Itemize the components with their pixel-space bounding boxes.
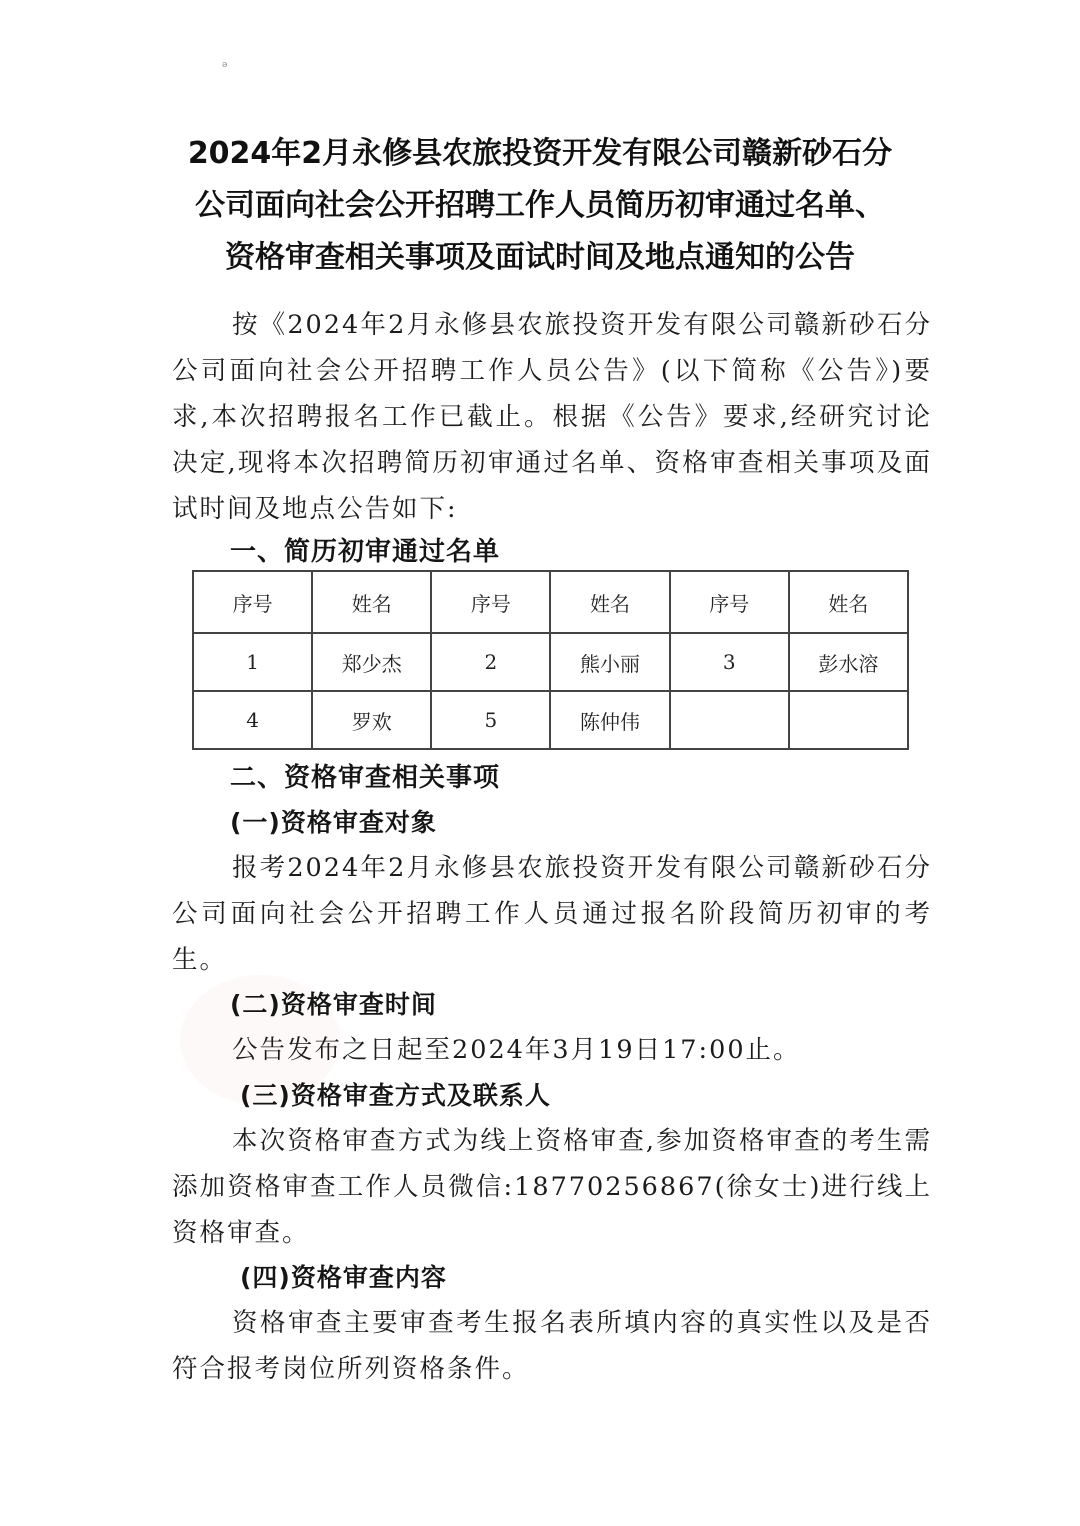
title-line-3: 资格审查相关事项及面试时间及地点通知的公告 <box>225 240 855 275</box>
table-cell <box>789 691 908 749</box>
table-cell: 5 <box>431 691 550 749</box>
sub1-heading: (一)资格审查对象 <box>230 808 437 837</box>
table-cell: 彭水溶 <box>789 633 908 691</box>
sub2-paragraph: 公告发布之日起至2024年3月19日17:00止。 <box>232 1035 801 1065</box>
table-cell: 2 <box>431 633 550 691</box>
sub3-paragraph: 本次资格审查方式为线上资格审查,参加资格审查的考生需添加资格审查工作人员微信:18770256867(徐女士)进行线上资格审查。 <box>172 1126 932 1248</box>
table-header: 姓名 <box>550 571 669 633</box>
table-row <box>193 633 908 691</box>
table-row <box>193 691 908 749</box>
sub1-paragraph: 报考2024年2月永修县农旅投资开发有限公司赣新砂石分公司面向社会公开招聘工作人员通过报名阶段简历初审的考生。 <box>172 853 932 975</box>
sub2-heading: (二)资格审查时间 <box>230 990 437 1019</box>
table-cell: 熊小丽 <box>550 633 669 691</box>
sub3-heading: (三)资格审查方式及联系人 <box>240 1081 551 1110</box>
table-header: 姓名 <box>789 571 908 633</box>
intro-paragraph: 按《2024年2月永修县农旅投资开发有限公司赣新砂石分公司面向社会公开招聘工作人员公告》(以下简称《公告》)要求,本次招聘报名工作已截止。根据《公告》要求,经研究讨论决定,现将本次招聘简历初审通过名单、资格审查相关事项及面试时间及地点公告如下: <box>172 310 932 524</box>
document-title <box>150 128 930 284</box>
table-cell: 4 <box>193 691 312 749</box>
table-header-row <box>193 571 908 633</box>
title-line-2: 公司面向社会公开招聘工作人员简历初审通过名单、 <box>195 188 885 223</box>
title-line-1: 2024年2月永修县农旅投资开发有限公司赣新砂石分 <box>187 136 893 171</box>
table-header: 序号 <box>670 571 789 633</box>
table-header: 姓名 <box>312 571 431 633</box>
scan-mark: ǝ <box>222 60 228 70</box>
section1-heading: 一、简历初审通过名单 <box>230 537 501 567</box>
table-cell <box>670 691 789 749</box>
table-cell: 郑少杰 <box>312 633 431 691</box>
table-header: 序号 <box>193 571 312 633</box>
table-cell: 3 <box>670 633 789 691</box>
table-cell: 罗欢 <box>312 691 431 749</box>
sub4-heading: (四)资格审查内容 <box>240 1263 447 1292</box>
table-header: 序号 <box>431 571 550 633</box>
section2-heading: 二、资格审查相关事项 <box>230 763 501 793</box>
table-cell: 1 <box>193 633 312 691</box>
sub4-paragraph: 资格审查主要审查考生报名表所填内容的真实性以及是否符合报考岗位所列资格条件。 <box>172 1308 932 1384</box>
name-table <box>192 570 909 750</box>
table-cell: 陈仲伟 <box>550 691 669 749</box>
